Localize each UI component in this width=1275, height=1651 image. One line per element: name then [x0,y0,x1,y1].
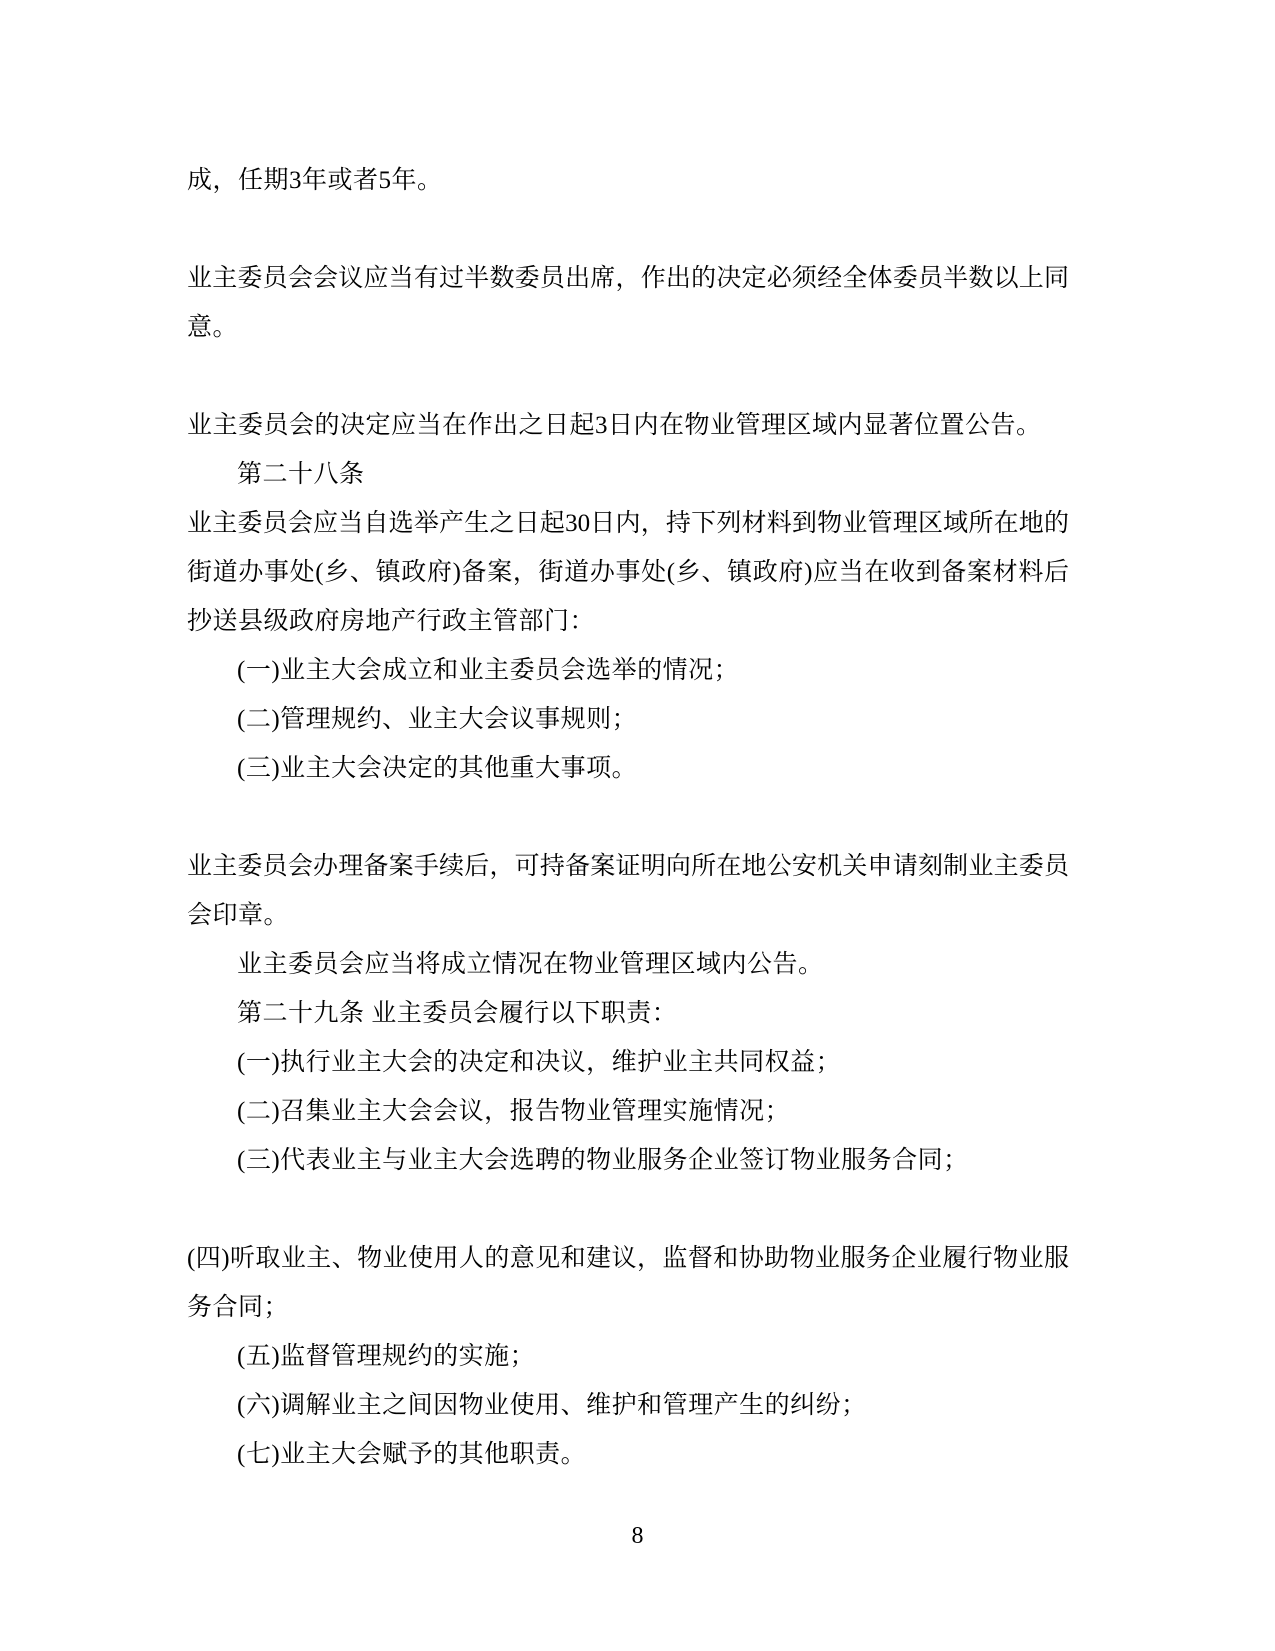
text-line: 务合同； [187,1294,290,1321]
text-line: 业主委员会会议应当有过半数委员出席，作出的决定必须经全体委员半数以上同 [187,265,1069,292]
list-item-line: (三)代表业主与业主大会选聘的物业服务企业签订物业服务合同； [237,1147,969,1174]
list-item-line: (三)业主大会决定的其他重大事项。 [237,755,638,782]
text-line: 成，任期3年或者5年。 [187,167,443,194]
blank-line [187,1185,1069,1234]
list-item-line: (七)业主大会赋予的其他职责。 [237,1441,587,1468]
text-line: 意。 [187,314,239,341]
list-item-line: (四)听取业主、物业使用人的意见和建议，监督和协助物业服务企业履行物业服 [187,1245,1069,1272]
text-line: 抄送县级政府房地产行政主管部门： [187,608,596,635]
list-item-line: (二)管理规约、业主大会议事规则； [237,706,638,733]
page-number: 8 [631,1523,644,1549]
article-heading-line: 第二十八条 [237,461,365,488]
text-line: 业主委员会应当自选举产生之日起30日内，持下列材料到物业管理区域所在地的 [187,510,1069,537]
blank-line [187,793,1069,842]
article-heading-line: 第二十九条 业主委员会履行以下职责： [237,1000,678,1027]
list-item-line: (五)监督管理规约的实施； [237,1343,536,1370]
text-line: 业主委员会办理备案手续后，可持备案证明向所在地公安机关申请刻制业主委员 [187,853,1069,880]
text-line: 会印章。 [187,902,290,929]
blank-line [187,352,1069,401]
list-item-line: (一)业主大会成立和业主委员会选举的情况； [237,657,740,684]
text-line: 业主委员会的决定应当在作出之日起3日内在物业管理区域内显著位置公告。 [187,412,1042,439]
list-item-line: (六)调解业主之间因物业使用、维护和管理产生的纠纷； [237,1392,867,1419]
list-item-line: (一)执行业主大会的决定和决议，维护业主共同权益； [237,1049,842,1076]
document-body [187,156,1069,1479]
text-line: 业主委员会应当将成立情况在物业管理区域内公告。 [237,951,824,978]
list-item-line: (二)召集业主大会会议，报告物业管理实施情况； [237,1098,791,1125]
text-line: 街道办事处(乡、镇政府)备案，街道办事处(乡、镇政府)应当在收到备案材料后 [187,559,1069,586]
blank-line [187,205,1069,254]
